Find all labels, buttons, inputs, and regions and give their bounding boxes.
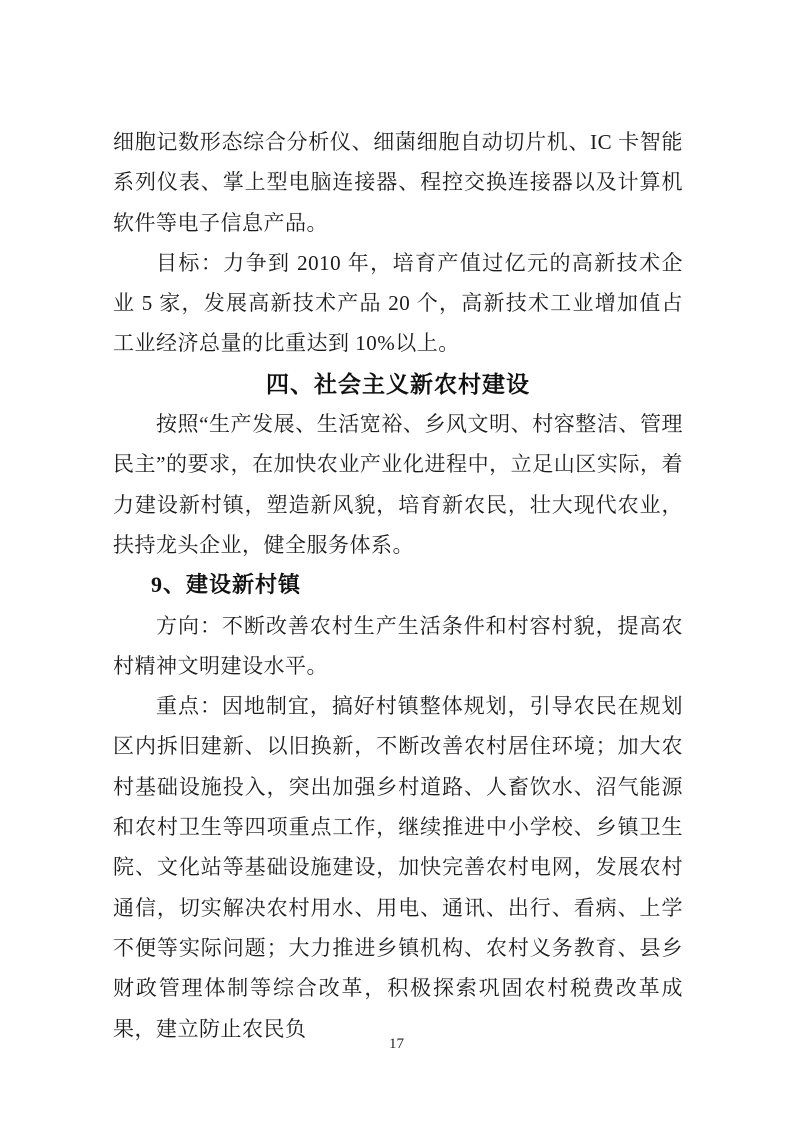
subsection-heading-build-new-villages: 9、建设新村镇 [151, 572, 302, 598]
paragraph-key-points: 重点：因地制宜，搞好村镇整体规划，引导农民在规划区内拆旧建新、以旧换新，不断改善农村居住环境；加大农村基础设施投入，突出加强乡村道路、人畜饮水、沼气能源和农村卫生等四项重点工作，继续推进中小学校、乡镇卫生院、文化站等基础设施建设，加快完善农村电网，发展农村通信，切实解决农村用水、用电、通讯、出行、看病、上学不便等实际问题；大力推进乡镇机构、农村义务教育、县乡财政管理体制等综合改革，积极探索巩固农村税费改革成果，建立防止农民负 [113, 694, 683, 1041]
page-number: 17 [389, 1036, 404, 1052]
section-heading-new-countryside: 四、社会主义新农村建设 [266, 370, 530, 397]
paragraph-electronics-products: 细胞记数形态综合分析仪、细菌细胞自动切片机、IC 卡智能系列仪表、掌上型电脑连接器、程控交换连接器以及计算机软件等电子信息产品。 [113, 130, 683, 235]
paragraph-goal-2010: 目标：力争到 2010 年，培育产值过亿元的高新技术企业 5 家，发展高新技术产品 20 个，高新技术工业增加值占工业经济总量的比重达到 10%以上。 [113, 250, 683, 356]
document-body [113, 122, 683, 1049]
paragraph-intro-requirements: 按照“生产发展、生活宽裕、乡风文明、村容整洁、管理民主”的要求，在加快农业产业化进程中，立足山区实际，着力建设新村镇，塑造新风貌，培育新农民，壮大现代农业，扶持龙头企业，健全服务体系。 [113, 412, 683, 557]
paragraph-direction: 方向：不断改善农村生产生活条件和村容村貌，提高农村精神文明建设水平。 [113, 613, 683, 678]
